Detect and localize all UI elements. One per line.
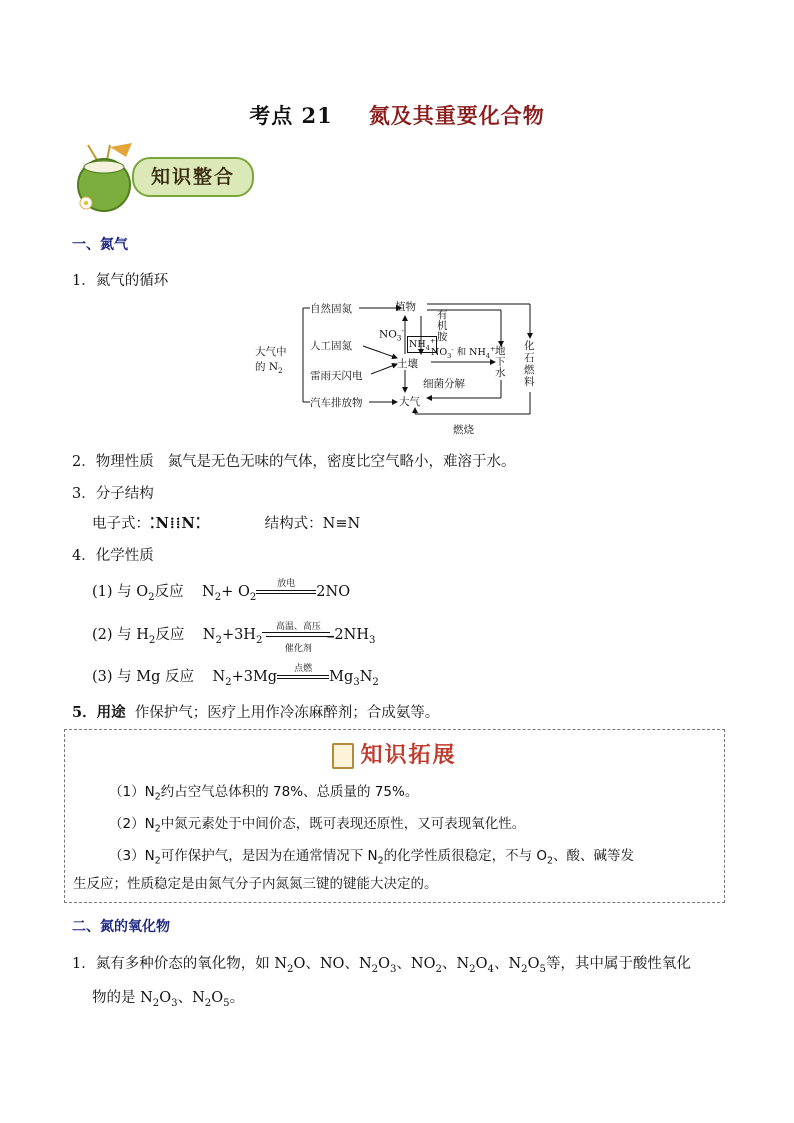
- section-heading-oxides: 二、氮的氧化物: [72, 919, 170, 935]
- label-nh4: $NH_4^+$: [409, 337, 436, 353]
- banner-label: 知识整合: [132, 157, 254, 197]
- structure-line: 电子式：⁚N⁞⁞N⁚ 结构式：N≡N: [92, 515, 361, 532]
- label-artificial-fixation: 人工固氮: [310, 340, 352, 352]
- label-atmosphere-n2: 大气中 的 $N_2$: [255, 346, 287, 376]
- label-soil: 土壤: [397, 358, 418, 370]
- item-uses: 5．用途 作保护气；医疗上用作冷冻麻醉剂；合成氨等。: [72, 704, 440, 721]
- item-molecular-structure: 3．分子结构: [72, 486, 154, 502]
- label-organic-amine: 有 机 胺: [437, 309, 448, 343]
- knowledge-extension-box: [64, 729, 725, 903]
- label-plant: 植物: [395, 301, 416, 313]
- extension-line-2: $(2)N_2$中氮元素处于中间价态，既可表现还原性，又可表现氧化性。: [109, 816, 526, 835]
- label-air: 大气: [399, 396, 420, 408]
- item-chemical-properties: 4．化学性质: [72, 548, 154, 564]
- extension-line-3: $(3)N_2$可作保护气，是因为在通常情况下 $N_2$的化学性质很稳定，不与 $O_2$、酸、碱等发: [109, 848, 635, 867]
- reaction-h2: (2) 与 $H_2$反应 $N_2+3H_2$ 高温、高压 ⇀ 催化剂 $2NH_3$: [92, 622, 376, 654]
- reaction-o2: (1) 与 $O_2$反应 $N_2+ O_2$ 放电 2NO: [92, 579, 351, 603]
- label-no3-nh4: $NO_3^-$ 和 $NH_4^+$: [431, 344, 496, 360]
- label-car-emissions: 汽车排放物: [310, 397, 363, 409]
- reaction-mg: (3) 与 Mg 反应 $N_2+3Mg$ 点燃 $Mg_3N_2$: [92, 664, 379, 688]
- page-title: [0, 100, 794, 130]
- knowledge-banner: [70, 143, 256, 213]
- label-burn: 燃烧: [453, 424, 474, 436]
- label-natural-fixation: 自然固氮: [310, 303, 352, 315]
- extension-title: 知识拓展: [65, 738, 724, 769]
- extension-line-1: $(1)N_2$约占空气总体积的 78%、总质量的 75%。: [109, 784, 419, 803]
- extension-line-4: 生反应；性质稳定是由氮气分子内氮氮三键的键能大决定的。: [73, 876, 438, 892]
- item-oxides-line-2: 物的是 $N_2O_3$、$N_2O_5$。: [92, 990, 245, 1009]
- item-oxides-line-1: 1．氮有多种价态的氧化物，如 $N_2O$、NO、$N_2O_3$、$NO_2$、$N_2O_4$、$N_2O_5$等，其中属于酸性氧化: [72, 956, 691, 975]
- title-name: 氮及其重要化合物: [368, 103, 545, 128]
- label-groundwater: 地 下 水: [495, 345, 506, 379]
- label-bacteria: 细菌分解: [423, 378, 465, 390]
- note-icon: [332, 743, 354, 769]
- label-fossil-fuel: 化 石 燃 料: [524, 340, 535, 388]
- title-number: 考点 21: [249, 103, 333, 128]
- item-physical-properties: 2．物理性质 氮气是无色无味的气体，密度比空气略小，难溶于水。: [72, 454, 516, 470]
- section-heading-nitrogen: 一、氮气: [72, 237, 128, 253]
- item-nitrogen-cycle: 1．氮气的循环: [72, 273, 169, 289]
- label-lightning: 雷雨天闪电: [310, 370, 363, 382]
- label-no3: $NO_3^-$: [379, 326, 404, 343]
- nitrogen-cycle-diagram: [255, 296, 555, 444]
